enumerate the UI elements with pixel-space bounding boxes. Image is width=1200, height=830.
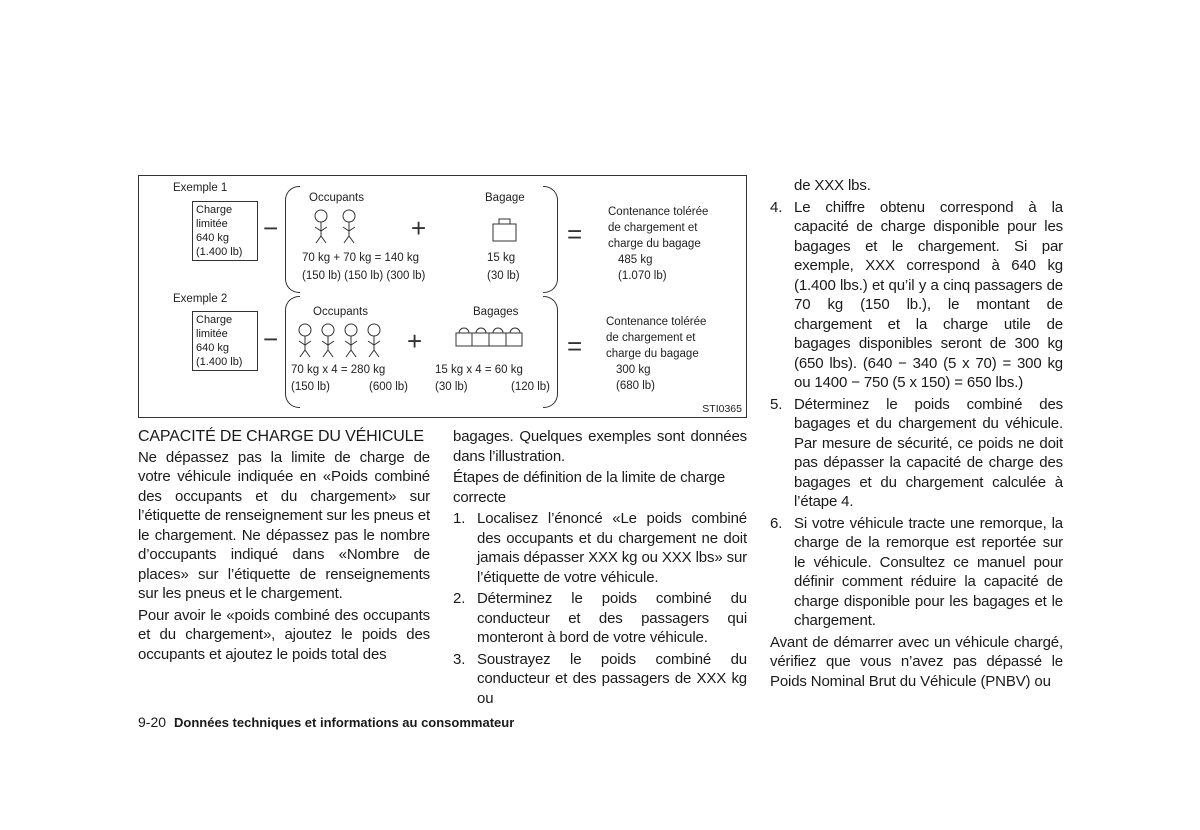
step-number: 4.	[770, 198, 783, 216]
close-paren	[543, 186, 558, 293]
person-icons	[311, 209, 361, 245]
example2-baggage-lb1: (30 lb)	[435, 381, 468, 393]
paragraph: Pour avoir le «poids combiné des occupants et du chargement», ajoutez le poids des occupants et ajoutez le poids total des	[138, 606, 430, 663]
occupants-label: Occupants	[313, 306, 368, 318]
step-item	[770, 198, 1063, 393]
box-line: Charge	[196, 314, 233, 326]
open-paren	[285, 186, 300, 293]
example1-limit-box	[192, 201, 258, 261]
result-line: Contenance tolérée	[606, 316, 707, 328]
baggage-label: Bagage	[485, 192, 525, 204]
left-column	[138, 427, 430, 666]
example2-baggage-lb2: (120 lb)	[511, 381, 550, 393]
paragraph: Avant de démarrer avec un véhicule chargé, vérifiez que vous n’avez pas dépassé le Poids Nominal Brut du Véhicule (PNBV) ou	[770, 633, 1063, 690]
equals-sign: =	[567, 219, 583, 249]
section-heading: CAPACITÉ DE CHARGE DU VÉHICULE	[138, 428, 424, 445]
example1-result	[608, 204, 708, 284]
example2-occupants-lb1: (150 lb)	[291, 381, 330, 393]
result-value: (680 lb)	[616, 380, 655, 392]
result-line: charge du bagage	[606, 348, 699, 360]
page-footer	[138, 714, 514, 730]
box-line: (1.400 lb)	[196, 246, 243, 258]
person-icons	[295, 323, 395, 359]
box-line: Charge	[196, 204, 233, 216]
figure-code: STI0365	[702, 403, 742, 415]
subheading: Étapes de définition de la limite de charge correcte	[453, 469, 726, 506]
result-line: Contenance tolérée	[608, 206, 709, 218]
example2-occupants-lb2: (600 lb)	[369, 381, 408, 393]
box-line: 640 kg	[196, 232, 230, 244]
step-text: Soustrayez le poids combiné du conducteur et des passagers de XXX kg ou	[477, 650, 747, 707]
box-line: limitée	[196, 218, 228, 230]
example1-title: Exemple 1	[173, 182, 228, 194]
steps-list	[453, 509, 747, 708]
result-line: charge du bagage	[608, 238, 701, 250]
plus-sign: +	[407, 326, 423, 356]
step-item	[770, 395, 1063, 512]
baggage-icons	[455, 326, 525, 348]
close-paren	[543, 296, 558, 408]
example2-occupants-kg: 70 kg x 4 = 280 kg	[291, 364, 386, 376]
baggage-icon	[492, 216, 518, 242]
step-number: 5.	[770, 395, 783, 413]
right-column	[770, 176, 1063, 693]
baggage-label: Bagages	[473, 306, 519, 318]
example2-result	[606, 314, 706, 394]
result-line: de chargement et	[606, 332, 696, 344]
step-text: Déterminez le poids combiné des bagages et du chargement du véhicule. Par mesure de sécurité, ce poids ne doit pas dépasser la capacité de charge des bagages et du chargement calculée à l’étape 4.	[794, 395, 1063, 510]
example1-baggage-lb: (30 lb)	[487, 270, 520, 282]
plus-sign: +	[411, 213, 427, 243]
step-text: Le chiffre obtenu correspond à la capacité de charge disponible pour les bagages et le chargement. Si par exemple, XXX correspond à 640 kg (1.400 lbs.) et qu’il y a cinq passagers de 70 kg (150 lb.), le montant de chargement et la charge utile de bagages disponibles seront de 300 kg (650 lbs). (640 − 340 (5 x 70) = 300 kg ou 1400 − 750 (5 x 150) = 650 lbs.)	[794, 198, 1063, 391]
load-limit-figure	[138, 175, 747, 418]
result-value: (1.070 lb)	[618, 270, 667, 282]
continued-text: de XXX lbs.	[794, 177, 871, 194]
step-number: 3.	[453, 650, 466, 668]
example2-limit-box	[192, 311, 258, 371]
step-number: 6.	[770, 514, 783, 532]
result-line: de chargement et	[608, 222, 698, 234]
equals-sign: =	[567, 331, 583, 361]
step-item	[453, 509, 747, 587]
example1-occupants-lb: (150 lb) (150 lb) (300 lb)	[302, 270, 426, 282]
occupants-label: Occupants	[309, 192, 364, 204]
box-line: 640 kg	[196, 342, 230, 354]
step-item	[770, 514, 1063, 631]
box-line: (1.400 lb)	[196, 356, 243, 368]
page-number: 9-20	[138, 714, 167, 730]
box-line: limitée	[196, 328, 228, 340]
step-text: Si votre véhicule tracte une remorque, la charge de la remorque est reportée sur le véhicule. Consultez ce manuel pour définir comment réduire la capacité de charge disponible pour les bagages et le chargement.	[794, 514, 1063, 629]
minus-sign: −	[263, 213, 279, 243]
paragraph: Ne dépassez pas la limite de charge de votre véhicule indiquée en «Poids combiné des occupants et du chargement» sur l’étiquette de renseignement sur les pneus et le chargement. Ne dépassez pas le nombre d’occupants indiqué dans «Nombre de places» sur l’étiquette de renseignements sur les pneus et le chargement.	[138, 448, 430, 602]
result-value: 485 kg	[618, 254, 653, 266]
example1-baggage-kg: 15 kg	[487, 252, 516, 264]
minus-sign: −	[263, 324, 279, 354]
chapter-title: Données techniques et informations au consommateur	[174, 715, 515, 730]
example2-baggage-kg: 15 kg x 4 = 60 kg	[435, 364, 523, 376]
example2-title: Exemple 2	[173, 293, 228, 305]
steps-list	[770, 198, 1063, 631]
middle-column	[453, 427, 747, 710]
paragraph: bagages. Quelques exemples sont données dans l’illustration.	[453, 428, 747, 465]
step-item	[453, 589, 747, 648]
step-number: 2.	[453, 590, 466, 607]
result-value: 300 kg	[616, 364, 651, 376]
step-text: Localisez l’énoncé «Le poids combiné des occupants et du chargement ne doit jamais dépasser XXX kg ou XXX lbs» sur l’étiquette de votre véhicule.	[477, 510, 747, 586]
step-number: 1.	[453, 510, 466, 527]
example1-occupants-kg: 70 kg + 70 kg = 140 kg	[302, 252, 420, 264]
step-item	[453, 650, 747, 709]
step-text: Déterminez le poids combiné du conducteur et des passagers qui monteront à bord de votre véhicule.	[477, 590, 747, 646]
